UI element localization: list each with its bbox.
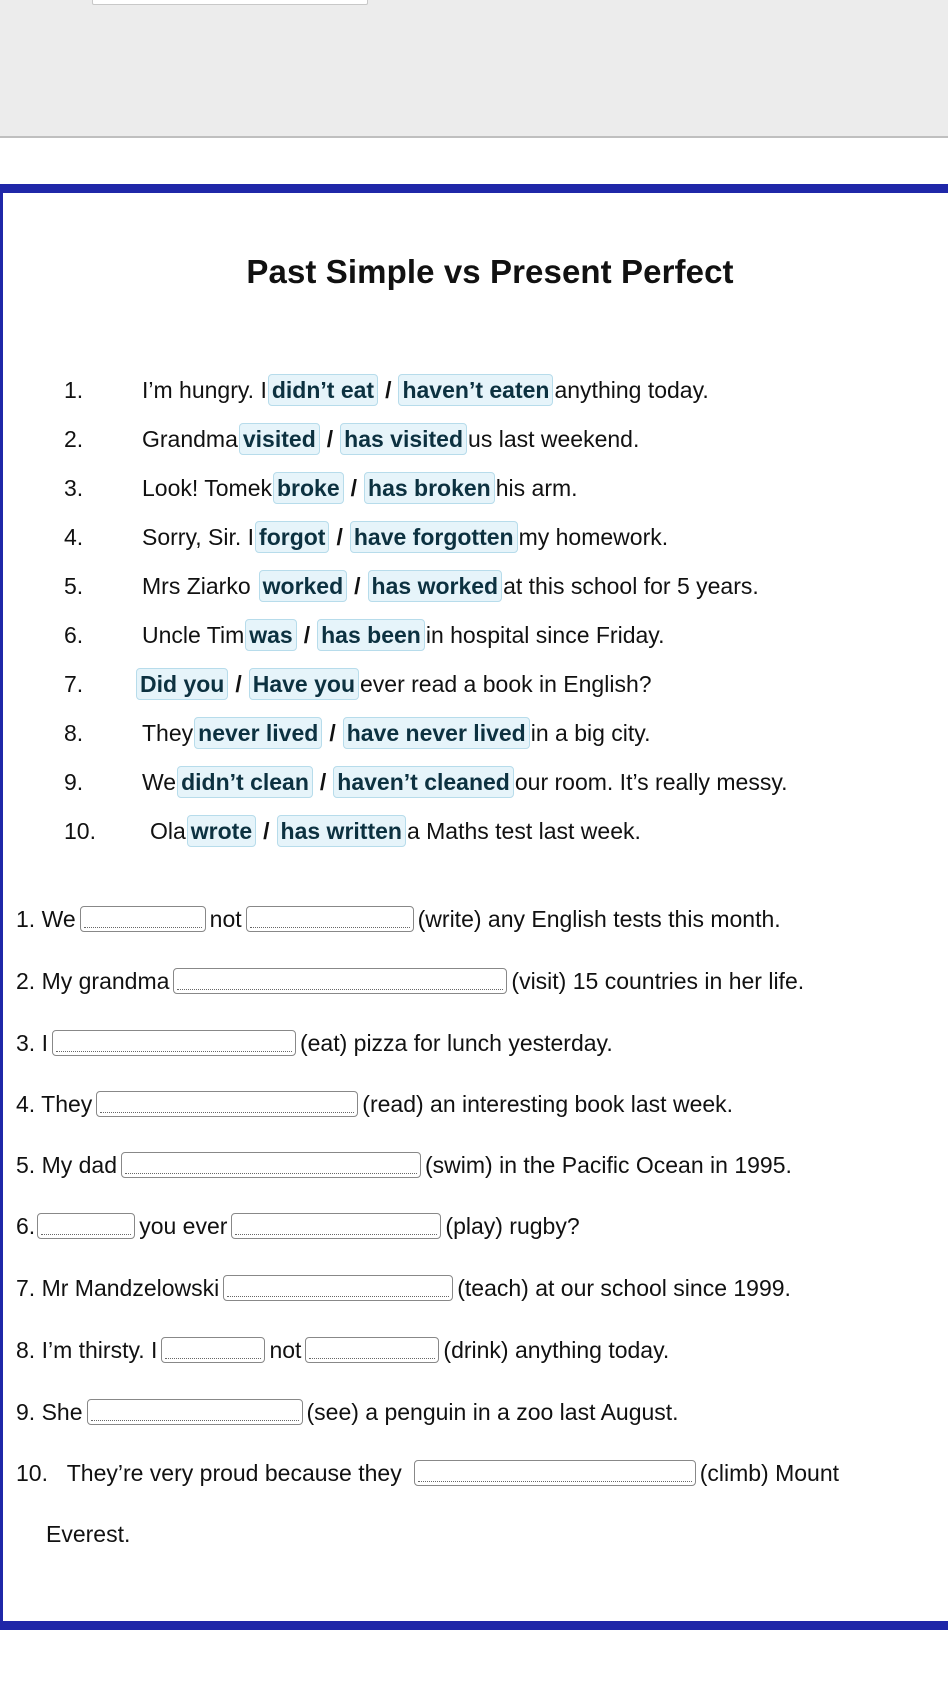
choice-text-before: Ola bbox=[150, 818, 186, 844]
choice-sentence bbox=[142, 471, 578, 505]
choice-sentence bbox=[142, 520, 668, 554]
choice-number: 1. bbox=[64, 377, 84, 403]
browser-top-area bbox=[0, 0, 948, 138]
option-past-simple[interactable]: forgot bbox=[255, 521, 329, 553]
choice-number: 10. bbox=[64, 818, 96, 844]
choice-text-before: Uncle Tim bbox=[142, 622, 245, 648]
answer-input[interactable] bbox=[161, 1337, 265, 1363]
fill-row-2 bbox=[16, 964, 804, 998]
choice-sentence bbox=[142, 618, 664, 652]
choice-number: 9. bbox=[64, 769, 84, 795]
option-past-simple[interactable]: worked bbox=[259, 570, 348, 602]
option-past-simple[interactable]: never lived bbox=[194, 717, 322, 749]
choice-text-before: Grandma bbox=[142, 426, 238, 452]
option-separator: / bbox=[354, 573, 361, 599]
worksheet-left-border bbox=[0, 193, 3, 1621]
option-past-simple[interactable]: didn’t clean bbox=[177, 766, 313, 798]
option-present-perfect[interactable]: has visited bbox=[340, 423, 467, 455]
option-separator: / bbox=[350, 475, 358, 501]
option-separator: / bbox=[329, 720, 336, 746]
choice-text-after: a Maths test last week. bbox=[406, 818, 641, 844]
choice-number: 4. bbox=[64, 524, 84, 550]
fill-row-7 bbox=[16, 1271, 791, 1305]
fill-row-9 bbox=[16, 1395, 679, 1429]
fill-text: you ever bbox=[139, 1213, 228, 1239]
choice-number: 7. bbox=[64, 671, 84, 697]
fill-text: (drink) anything today. bbox=[443, 1337, 670, 1363]
choice-text-before: Look! Tomek bbox=[142, 475, 272, 501]
choice-text-after: at this school for 5 years. bbox=[503, 573, 759, 599]
choice-text-before: Sorry, Sir. I bbox=[142, 524, 255, 550]
fill-text: (climb) Mount bbox=[699, 1460, 840, 1486]
page-title: Past Simple vs Present Perfect bbox=[246, 253, 734, 290]
choice-text-after: his arm. bbox=[495, 475, 578, 501]
fill-text: 3. I bbox=[16, 1030, 48, 1056]
choice-sentence bbox=[142, 765, 788, 799]
choice-number: 5. bbox=[64, 573, 84, 599]
fill-text: (teach) at our school since 1999. bbox=[457, 1275, 791, 1301]
fill-text: 8. I’m thirsty. I bbox=[16, 1337, 158, 1363]
choice-text-after: anything today. bbox=[554, 377, 709, 403]
answer-input[interactable] bbox=[121, 1152, 421, 1178]
fill-text: 7. Mr Mandzelowski bbox=[16, 1275, 220, 1301]
choice-text-after: in hospital since Friday. bbox=[425, 622, 665, 648]
answer-input[interactable] bbox=[223, 1275, 453, 1301]
choice-number: 3. bbox=[64, 475, 84, 501]
answer-input[interactable] bbox=[80, 906, 206, 932]
option-separator: / bbox=[336, 524, 343, 550]
option-past-simple[interactable]: wrote bbox=[187, 815, 256, 847]
fill-text: (see) a penguin in a zoo last August. bbox=[306, 1399, 679, 1425]
option-past-simple[interactable]: didn’t eat bbox=[268, 374, 378, 406]
choice-text-before: We bbox=[142, 769, 177, 795]
choice-number: 8. bbox=[64, 720, 84, 746]
option-present-perfect[interactable]: have forgotten bbox=[350, 521, 518, 553]
option-separator: / bbox=[385, 377, 392, 403]
fill-text: Everest. bbox=[46, 1521, 131, 1547]
option-present-perfect[interactable]: Have you bbox=[249, 668, 359, 700]
option-separator: / bbox=[263, 818, 270, 844]
fill-text: (visit) 15 countries in her life. bbox=[511, 968, 805, 994]
choice-number: 6. bbox=[64, 622, 84, 648]
fill-text: (write) any English tests this month. bbox=[417, 906, 781, 932]
option-present-perfect[interactable]: has been bbox=[317, 619, 425, 651]
choice-sentence bbox=[142, 422, 639, 456]
answer-input[interactable] bbox=[37, 1213, 135, 1239]
option-present-perfect[interactable]: have never lived bbox=[343, 717, 530, 749]
answer-input[interactable] bbox=[414, 1460, 696, 1486]
fill-text: (play) rugby? bbox=[445, 1213, 580, 1239]
choice-text-after: in a big city. bbox=[530, 720, 651, 746]
fill-row-4 bbox=[16, 1087, 733, 1121]
option-past-simple[interactable]: Did you bbox=[136, 668, 228, 700]
fill-text: 4. They bbox=[16, 1091, 93, 1117]
fill-row-5 bbox=[16, 1148, 792, 1182]
option-present-perfect[interactable]: haven’t eaten bbox=[398, 374, 553, 406]
choice-text-before: Mrs Ziarko bbox=[142, 573, 251, 599]
fill-text: 6. bbox=[16, 1213, 36, 1239]
choice-text-after: our room. It’s really messy. bbox=[514, 769, 788, 795]
fill-text: not bbox=[269, 1337, 302, 1363]
choice-sentence bbox=[142, 569, 759, 603]
answer-input[interactable] bbox=[96, 1091, 358, 1117]
fill-row-10-continued bbox=[46, 1517, 130, 1551]
choice-sentence bbox=[142, 716, 650, 750]
option-separator: / bbox=[235, 671, 242, 697]
fill-text: 1. We bbox=[16, 906, 76, 932]
option-past-simple[interactable]: visited bbox=[239, 423, 320, 455]
choice-sentence bbox=[142, 373, 709, 407]
choice-text-after: us last weekend. bbox=[468, 426, 640, 452]
fill-row-3 bbox=[16, 1026, 613, 1060]
answer-input[interactable] bbox=[231, 1213, 441, 1239]
option-present-perfect[interactable]: has broken bbox=[364, 472, 495, 504]
fill-row-1 bbox=[16, 902, 781, 936]
choice-number: 2. bbox=[64, 426, 84, 452]
worksheet bbox=[0, 184, 948, 1630]
fill-text: 9. She bbox=[16, 1399, 83, 1425]
option-separator: / bbox=[303, 622, 311, 648]
fill-row-8 bbox=[16, 1333, 669, 1367]
fill-row-6 bbox=[16, 1209, 580, 1243]
fill-text: not bbox=[209, 906, 242, 932]
fill-text: 10. They’re very proud because they bbox=[16, 1460, 402, 1486]
choice-text-after: my homework. bbox=[518, 524, 669, 550]
answer-input[interactable] bbox=[52, 1030, 296, 1056]
option-present-perfect[interactable]: haven’t cleaned bbox=[333, 766, 514, 798]
answer-input[interactable] bbox=[87, 1399, 303, 1425]
fill-row-10 bbox=[16, 1456, 839, 1490]
choice-text-after: ever read a book in English? bbox=[360, 671, 652, 697]
fill-text: (read) an interesting book last week. bbox=[362, 1091, 734, 1117]
answer-input[interactable] bbox=[173, 968, 507, 994]
choice-text-before: They bbox=[142, 720, 194, 746]
option-separator: / bbox=[319, 769, 327, 795]
option-past-simple[interactable]: was bbox=[245, 619, 296, 651]
option-past-simple[interactable]: broke bbox=[273, 472, 344, 504]
choice-sentence bbox=[142, 667, 652, 701]
answer-input[interactable] bbox=[305, 1337, 439, 1363]
top-tab-edge bbox=[92, 0, 368, 5]
choice-text-before: I’m hungry. I bbox=[142, 377, 267, 403]
answer-input[interactable] bbox=[246, 906, 414, 932]
fill-text: 5. My dad bbox=[16, 1152, 117, 1178]
option-present-perfect[interactable]: has worked bbox=[368, 570, 503, 602]
fill-text: (eat) pizza for lunch yesterday. bbox=[299, 1030, 613, 1056]
fill-text: (swim) in the Pacific Ocean in 1995. bbox=[425, 1152, 792, 1178]
option-separator: / bbox=[326, 426, 334, 452]
choice-sentence bbox=[150, 814, 641, 848]
fill-text: 2. My grandma bbox=[16, 968, 170, 994]
option-present-perfect[interactable]: has written bbox=[277, 815, 406, 847]
